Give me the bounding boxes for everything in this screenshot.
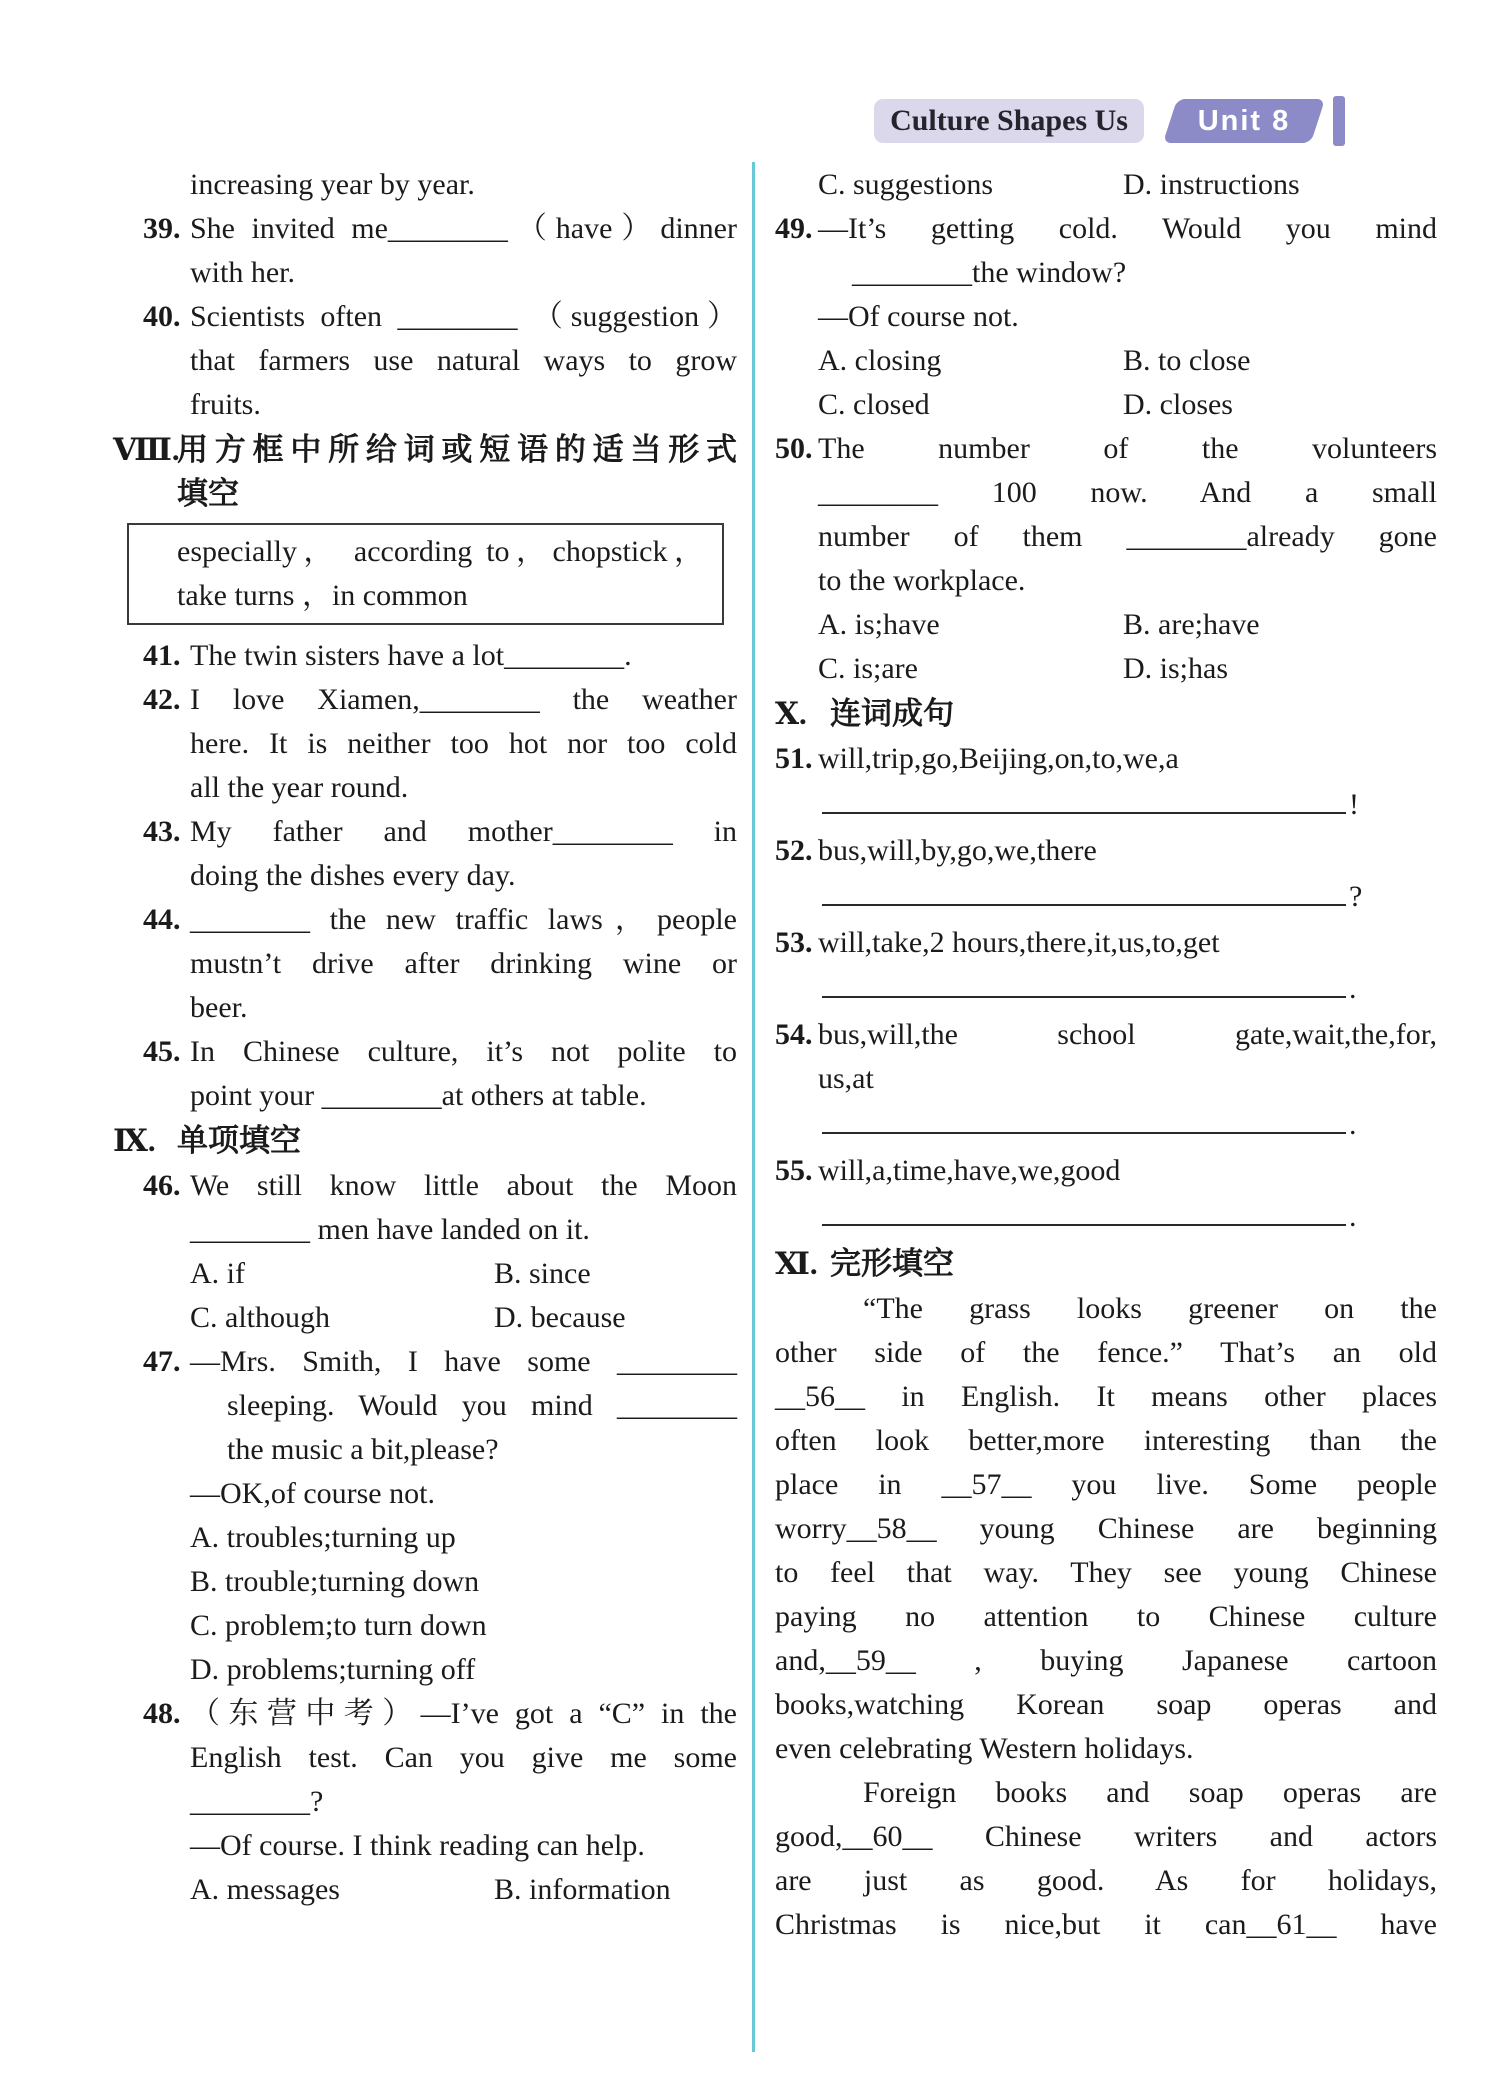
section-x-numeral: Ⅹ.: [775, 696, 807, 731]
option-a: A. if: [190, 1257, 245, 1290]
option-c: C. closed: [818, 388, 930, 421]
cloze-line: good,__60__ Chinese writers and actors: [775, 1820, 1437, 1853]
section-x-heading: [775, 692, 1437, 736]
question-48: [105, 1692, 737, 1912]
question-46-options-ab: [190, 1252, 737, 1296]
question-46: [105, 1164, 737, 1340]
question-54-words-1: bus,will,the school gate,wait,the,for,: [818, 1018, 1437, 1051]
question-50-line-1: The number of the volunteers: [818, 432, 1437, 465]
question-45: [105, 1030, 737, 1118]
cloze-line: are just as good. As for holidays,: [775, 1864, 1437, 1897]
question-48-options-cd: [775, 163, 1437, 207]
question-49-line-1: —It’s getting cold. Would you mind: [818, 212, 1437, 245]
answer-punct: .: [1349, 1200, 1357, 1233]
option-c: C. suggestions: [818, 168, 994, 201]
question-42-number: 42.: [143, 683, 181, 716]
option-a: A. messages: [190, 1873, 340, 1906]
section-ix-title: 单项填空: [177, 1123, 301, 1158]
option-c: C. although: [190, 1301, 330, 1334]
word-bank-box: [127, 523, 724, 625]
question-40-line-2: that farmers use natural ways to grow: [190, 344, 737, 377]
section-ix-numeral: Ⅸ.: [113, 1123, 156, 1158]
answer-blank: [822, 781, 1346, 814]
answer-blank: [822, 1193, 1346, 1226]
question-40-line-3: fruits.: [190, 388, 261, 421]
answer-punct: ?: [1349, 880, 1363, 913]
question-52-number: 52.: [775, 834, 813, 867]
question-55-number: 55.: [775, 1154, 813, 1187]
option-d: D. closes: [1123, 388, 1233, 421]
word-bank-line-2: take turns ，in common: [177, 579, 468, 612]
answer-line: [818, 965, 1437, 1013]
question-49-line-2: ________the window?: [852, 256, 1127, 289]
answer-punct: .: [1349, 972, 1357, 1005]
question-51-words: will,trip,go,Beijing,on,to,we,a: [818, 742, 1179, 775]
cloze-line: even celebrating Western holidays.: [775, 1732, 1194, 1765]
cloze-line: books,watching Korean soap operas and: [775, 1688, 1437, 1721]
question-44-line-1: ________ the new traffic laws，people: [190, 903, 737, 936]
question-42-line-1: I love Xiamen,________ the weather: [190, 683, 737, 716]
question-41-number: 41.: [143, 639, 181, 672]
question-50-number: 50.: [775, 432, 813, 465]
cloze-line: Christmas is nice,but it can__61__ have: [775, 1908, 1437, 1941]
question-38-tail: increasing year by year.: [190, 168, 475, 201]
answer-blank: [822, 1101, 1346, 1134]
question-42-line-2: here. It is neither too hot nor too cold: [190, 727, 737, 760]
question-52-words: bus,will,by,go,we,there: [818, 834, 1097, 867]
right-column: [775, 163, 1437, 1947]
section-xi-heading: [775, 1242, 1437, 1286]
answer-punct: .: [1349, 1108, 1357, 1141]
answer-line: [818, 1193, 1437, 1241]
cloze-line: place in __57__ you live. Some people: [775, 1468, 1437, 1501]
question-48-line-2: English test. Can you give me some: [190, 1741, 737, 1774]
word-bank-line-1: especially， according to，chopstick，: [177, 535, 704, 568]
left-column: [105, 163, 737, 1912]
question-47-number: 47.: [143, 1345, 181, 1378]
question-48-options-ab: [190, 1868, 737, 1912]
option-a: A. troubles;turning up: [190, 1521, 456, 1554]
cloze-line: paying no attention to Chinese culture: [775, 1600, 1437, 1633]
section-xi-title: 完形填空: [830, 1246, 954, 1281]
option-b: B. are;have: [1123, 608, 1260, 641]
question-54-words-2: us,at: [818, 1062, 874, 1095]
question-44: [105, 898, 737, 1030]
question-49-line-3: —Of course not.: [818, 300, 1019, 333]
cloze-line: “The grass looks greener on the: [863, 1292, 1437, 1325]
question-44-number: 44.: [143, 903, 181, 936]
cloze-line: worry__58__ young Chinese are beginning: [775, 1512, 1437, 1545]
question-40-line-1: Scientists often ________ （suggestion）: [190, 300, 737, 333]
option-d: D. is;has: [1123, 652, 1228, 685]
section-viii-title-line-2: 填空: [177, 476, 239, 511]
question-49-options-cd: [818, 383, 1437, 427]
question-49: [775, 207, 1437, 427]
answer-line: [818, 781, 1437, 829]
question-47-line-4: —OK,of course not.: [190, 1477, 435, 1510]
section-viii-numeral: Ⅷ.: [113, 432, 180, 467]
question-53: [775, 921, 1437, 1013]
question-55: [775, 1149, 1437, 1241]
question-46-options-cd: [190, 1296, 737, 1340]
question-43-number: 43.: [143, 815, 181, 848]
question-43: [105, 810, 737, 898]
question-49-number: 49.: [775, 212, 813, 245]
question-47-line-1: —Mrs. Smith, I have some ________: [190, 1345, 737, 1378]
unit-number: Unit 8: [1197, 105, 1291, 137]
question-50-line-2: ________ 100 now. And a small: [818, 476, 1437, 509]
question-51-number: 51.: [775, 742, 813, 775]
question-53-words: will,take,2 hours,there,it,us,to,get: [818, 926, 1220, 959]
question-41: [105, 634, 737, 678]
question-49-options-ab: [818, 339, 1437, 383]
option-c: C. problem;to turn down: [190, 1609, 487, 1642]
unit-title-box: [874, 99, 1144, 143]
question-48-line-1: （东营中考）—I’ve got a “C” in the: [190, 1697, 737, 1730]
question-52: [775, 829, 1437, 921]
option-a: A. is;have: [818, 608, 940, 641]
question-45-number: 45.: [143, 1035, 181, 1068]
option-c: C. is;are: [818, 652, 918, 685]
question-44-line-2: mustn’t drive after drinking wine or: [190, 947, 737, 980]
unit-number-badge: [1163, 99, 1325, 143]
question-45-line-2: point your ________at others at table.: [190, 1079, 647, 1112]
section-viii-heading: [105, 428, 737, 516]
question-39-number: 39.: [143, 212, 181, 245]
question-50: [775, 427, 1437, 691]
section-xi-numeral: Ⅺ.: [775, 1246, 818, 1281]
question-45-line-1: In Chinese culture, it’s not polite to: [190, 1035, 737, 1068]
cloze-line: __56__ in English. It means other places: [775, 1380, 1437, 1413]
question-54: [775, 1013, 1437, 1149]
page-title: Culture Shapes Us: [890, 104, 1128, 137]
question-39-line-2: with her.: [190, 256, 295, 289]
answer-blank: [822, 965, 1346, 998]
answer-line: [818, 873, 1437, 921]
question-50-line-3: number of them ________already gone: [818, 520, 1437, 553]
question-41-line-1: The twin sisters have a lot________.: [190, 639, 632, 672]
option-d: D. instructions: [1123, 168, 1300, 201]
question-48-number: 48.: [143, 1697, 181, 1730]
question-42-line-3: all the year round.: [190, 771, 409, 804]
question-51: [775, 737, 1437, 829]
cloze-line: often look better,more interesting than the: [775, 1424, 1437, 1457]
answer-punct: !: [1349, 788, 1359, 821]
question-40-number: 40.: [143, 300, 181, 333]
header-accent-bar: [1333, 96, 1345, 146]
question-48-line-3: ________?: [190, 1785, 324, 1818]
question-46-line-1: We still know little about the Moon: [190, 1169, 737, 1202]
cloze-line: and,__59__ , buying Japanese cartoon: [775, 1644, 1437, 1677]
option-b: B. to close: [1123, 344, 1251, 377]
option-b: B. trouble;turning down: [190, 1565, 480, 1598]
question-55-words: will,a,time,have,we,good: [818, 1154, 1121, 1187]
section-x-title: 连词成句: [830, 696, 954, 731]
question-47-line-2: sleeping. Would you mind ________: [227, 1389, 737, 1422]
option-d: D. problems;turning off: [190, 1653, 476, 1686]
question-44-line-3: beer.: [190, 991, 248, 1024]
question-53-number: 53.: [775, 926, 813, 959]
cloze-line: Foreign books and soap operas are: [863, 1776, 1437, 1809]
question-39-line-1: She invited me________（have）dinner: [190, 212, 737, 245]
question-43-line-1: My father and mother________ in: [190, 815, 737, 848]
question-48-line-4: —Of course. I think reading can help.: [190, 1829, 645, 1862]
question-50-line-4: to the workplace.: [818, 564, 1026, 597]
question-47-line-3: the music a bit,please?: [227, 1433, 499, 1466]
section-viii-title-line-1: 用方框中所给词或短语的适当形式: [177, 432, 737, 467]
question-42: [105, 678, 737, 810]
question-50-options-cd: [818, 647, 1437, 691]
section-ix-heading: [105, 1119, 737, 1163]
option-b: B. since: [494, 1257, 591, 1290]
option-a: A. closing: [818, 344, 942, 377]
question-46-line-2: ________ men have landed on it.: [190, 1213, 590, 1246]
cloze-line: to feel that way. They see young Chinese: [775, 1556, 1437, 1589]
question-47: [105, 1340, 737, 1692]
column-divider: [752, 162, 755, 2052]
cloze-line: other side of the fence.” That’s an old: [775, 1336, 1437, 1369]
answer-blank: [822, 873, 1346, 906]
option-d: D. because: [494, 1301, 626, 1334]
question-43-line-2: doing the dishes every day.: [190, 859, 516, 892]
option-b: B. information: [494, 1873, 671, 1906]
question-40: [105, 295, 737, 427]
question-46-number: 46.: [143, 1169, 181, 1202]
question-54-number: 54.: [775, 1018, 813, 1051]
question-39: [105, 207, 737, 295]
answer-line: [818, 1101, 1437, 1149]
question-50-options-ab: [818, 603, 1437, 647]
cloze-passage: [775, 1287, 1437, 1947]
